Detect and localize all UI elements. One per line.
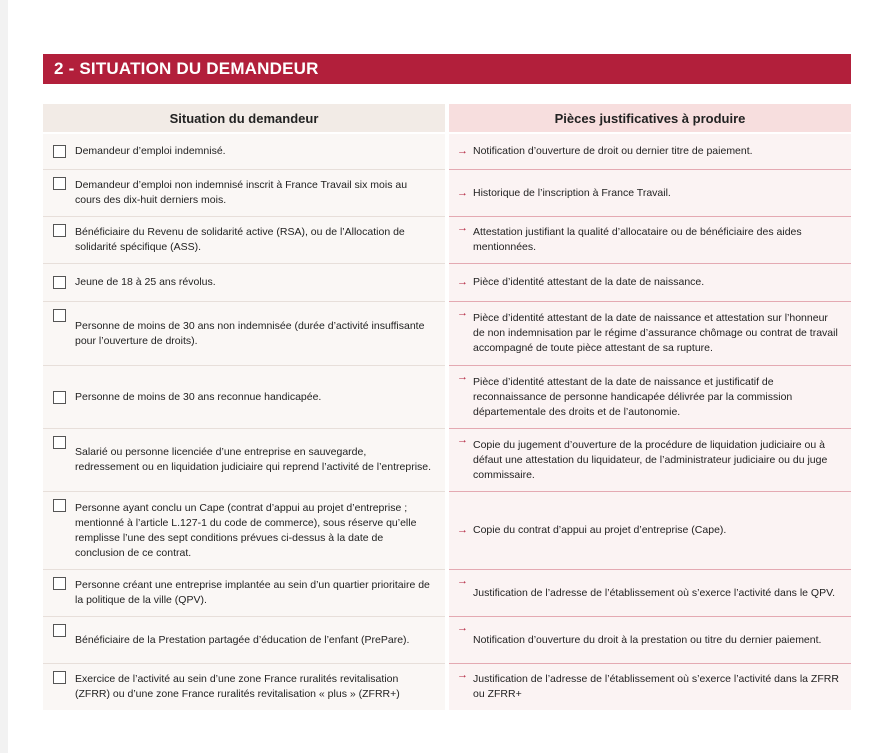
table-row (43, 217, 851, 264)
piece-text: Historique de l’inscription à France Travail. (473, 186, 671, 199)
checkbox[interactable] (53, 145, 66, 158)
checkbox[interactable] (53, 391, 66, 404)
table-row (43, 429, 851, 492)
table-row (43, 264, 851, 302)
arrow-right-icon: → (457, 307, 468, 319)
checkbox[interactable] (53, 309, 66, 322)
header-pieces: Pièces justificatives à produire (449, 104, 851, 132)
piece-text: Copie du jugement d’ouverture de la procédure de liquidation judiciaire ou à défaut une attestation du liquidateur, de l’administrateur judiciaire ou du juge commissaire. (473, 438, 828, 481)
piece-text: Notification d’ouverture de droit ou dernier titre de paiement. (473, 145, 753, 157)
piece-text: Pièce d’identité attestant de la date de naissance et attestation sur l’honneur de non indemnisation par le régime d’assurance chômage ou contrat de travail accompagné de toute pièce attestant de sa rupture. (473, 312, 838, 354)
checkbox[interactable] (53, 577, 66, 590)
piece-text: Attestation justifiant la qualité d’allocataire ou de bénéficiaire des aides mentionnées. (473, 226, 802, 253)
situation-text: Bénéficiaire de la Prestation partagée d’éducation de l’enfant (PrePare). (75, 633, 410, 646)
checkbox[interactable] (53, 177, 66, 190)
header-situation: Situation du demandeur (43, 104, 445, 132)
arrow-right-icon: → (457, 575, 468, 587)
arrow-right-icon: → (457, 371, 468, 383)
situation-text: Personne ayant conclu un Cape (contrat d’appui au projet d’entreprise ; mentionné à l’article L.127-1 du code de commerce), sous réserve qu’elle remplisse l’une des sept conditions prévues ci-dessus à la date de conclusion de ce contrat. (75, 501, 417, 559)
piece-cell (449, 302, 851, 366)
piece-text: Pièce d’identité attestant de la date de naissance. (473, 276, 705, 288)
situation-text: Demandeur d’emploi indemnisé. (75, 145, 226, 157)
situation-text: Personne de moins de 30 ans non indemnisée (durée d’activité insuffisante pour l’ouverture de droits). (75, 319, 425, 347)
table-row (43, 570, 851, 617)
arrow-right-icon: → (457, 622, 468, 634)
situation-text: Salarié ou personne licenciée d’une entreprise en sauvegarde, redressement ou en liquidation judiciaire qui reprend l’activité de l’entreprise. (75, 446, 432, 473)
piece-cell (449, 170, 851, 217)
piece-cell (449, 366, 851, 429)
checkbox[interactable] (53, 499, 66, 512)
piece-text: Justification de l’adresse de l’établissement où s’exerce l’activité dans le QPV. (473, 586, 836, 599)
piece-text: Pièce d’identité attestant de la date de naissance et justificatif de reconnaissance de personne handicapée délivrée par la commission départementale des droits et de l’autonomie. (473, 375, 793, 418)
table-row (43, 134, 851, 170)
situation-text: Demandeur d’emploi non indemnisé inscrit à France Travail six mois au cours des dix-huit derniers mois. (75, 179, 408, 206)
situation-cell (43, 617, 445, 664)
situation-table (43, 104, 851, 710)
piece-cell (449, 492, 851, 570)
arrow-right-icon: → (457, 434, 468, 446)
checkbox[interactable] (53, 224, 66, 237)
piece-cell (449, 134, 851, 170)
situation-text: Personne de moins de 30 ans reconnue handicapée. (75, 390, 322, 403)
piece-cell (449, 570, 851, 617)
table-row (43, 664, 851, 710)
situation-cell (43, 302, 445, 366)
situation-cell (43, 492, 445, 570)
situation-cell (43, 170, 445, 217)
arrow-right-icon: → (457, 276, 468, 288)
situation-cell (43, 570, 445, 617)
table-row (43, 170, 851, 217)
table-row (43, 366, 851, 429)
table-row (43, 492, 851, 570)
arrow-right-icon: → (457, 524, 468, 536)
situation-cell (43, 134, 445, 170)
piece-cell (449, 217, 851, 264)
page-edge (0, 0, 8, 753)
piece-text: Justification de l’adresse de l’établissement où s’exerce l’activité dans la ZFRR ou ZFRR+ (473, 673, 839, 700)
situation-text: Personne créant une entreprise implantée au sein d’un quartier prioritaire de la politique de la ville (QPV). (75, 579, 430, 606)
checkbox[interactable] (53, 436, 66, 449)
section-title: 2 - SITUATION DU DEMANDEUR (43, 54, 851, 84)
piece-cell (449, 664, 851, 710)
situation-cell (43, 264, 445, 302)
arrow-right-icon: → (457, 145, 468, 157)
table-header (43, 104, 851, 132)
table-row (43, 302, 851, 366)
situation-text: Bénéficiaire du Revenu de solidarité active (RSA), ou de l’Allocation de solidarité spécifique (ASS). (75, 226, 405, 253)
piece-cell (449, 617, 851, 664)
piece-text: Notification d’ouverture du droit à la prestation ou titre du dernier paiement. (473, 633, 822, 646)
checkbox[interactable] (53, 276, 66, 289)
checkbox[interactable] (53, 624, 66, 637)
situation-cell (43, 217, 445, 264)
situation-cell (43, 366, 445, 429)
situation-text: Exercice de l’activité au sein d’une zone France ruralités revitalisation (ZFRR) ou d’une zone France ruralités revitalisation « plus » (ZFRR+) (75, 673, 400, 700)
checkbox[interactable] (53, 671, 66, 684)
arrow-right-icon: → (457, 186, 468, 199)
piece-text: Copie du contrat d’appui au projet d’entreprise (Cape). (473, 524, 727, 536)
piece-cell (449, 264, 851, 302)
table-row (43, 617, 851, 664)
arrow-right-icon: → (457, 222, 468, 234)
arrow-right-icon: → (457, 669, 468, 681)
piece-cell (449, 429, 851, 492)
situation-cell (43, 664, 445, 710)
situation-text: Jeune de 18 à 25 ans révolus. (75, 276, 216, 288)
situation-cell (43, 429, 445, 492)
